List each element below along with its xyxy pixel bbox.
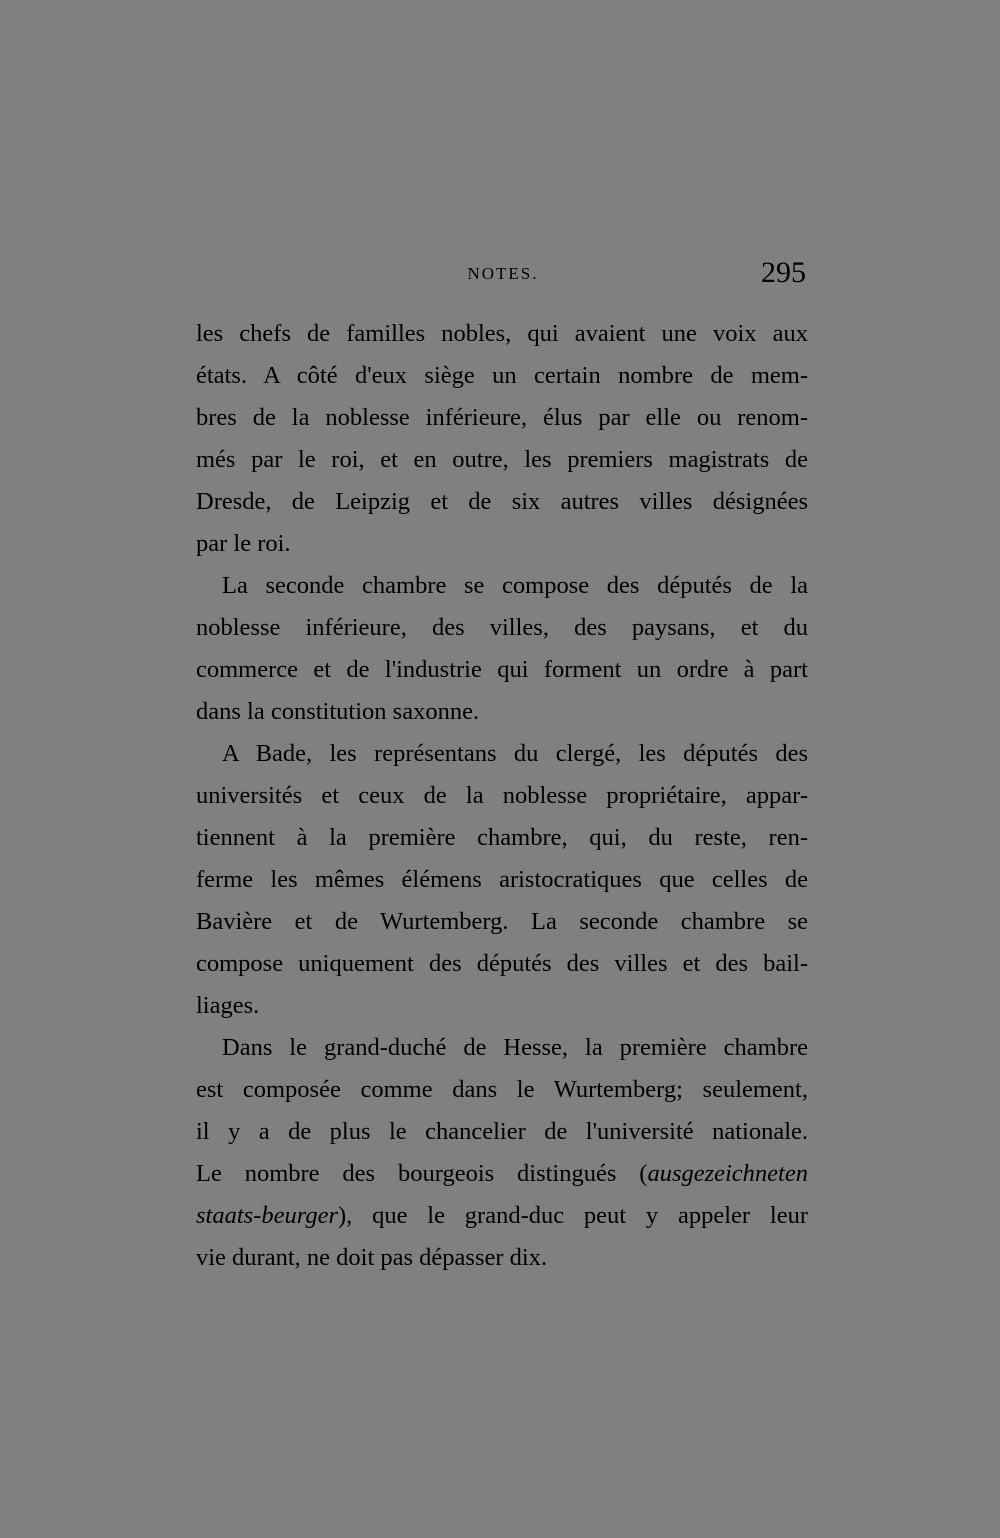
text-line: vie durant, ne doit pas dépasser dix. xyxy=(196,1244,548,1271)
text-fragment: Le nombre des bourgeois distingués ( xyxy=(196,1160,648,1187)
text-line-with-italic xyxy=(196,1153,808,1195)
text-line: liages. xyxy=(196,992,260,1019)
running-title: NOTES. xyxy=(467,264,539,283)
page-body xyxy=(196,313,808,1279)
text-line: bres de la noblesse inférieure, élus par elle ou renom- xyxy=(196,404,808,431)
text-line: commerce et de l'industrie qui forment un ordre à part xyxy=(196,656,808,683)
italic-term: staats-beurger xyxy=(196,1202,338,1229)
italic-term: ausgezeichneten xyxy=(647,1160,808,1187)
text-line: est composée comme dans le Wurtemberg; seulement, xyxy=(196,1076,808,1103)
text-line: ferme les mêmes élémens aristocratiques que celles de xyxy=(196,866,808,893)
paragraph-1 xyxy=(196,313,808,565)
text-line: Dans le grand-duché de Hesse, la première chambre xyxy=(222,1034,808,1061)
page-number: 295 xyxy=(761,256,806,289)
text-line-with-italic xyxy=(196,1195,808,1237)
paragraph-2 xyxy=(196,565,808,733)
text-line: La seconde chambre se compose des députés de la xyxy=(222,572,808,599)
text-line: compose uniquement des députés des villes et des bail- xyxy=(196,950,808,977)
text-line: més par le roi, et en outre, les premiers magistrats de xyxy=(196,446,808,473)
paragraph-3 xyxy=(196,733,808,1027)
text-line: A Bade, les représentans du clergé, les députés des xyxy=(222,740,808,767)
text-line: Dresde, de Leipzig et de six autres villes désignées xyxy=(196,488,808,515)
text-fragment: ), que le grand-duc peut y appeler leur xyxy=(338,1202,808,1229)
text-line: les chefs de familles nobles, qui avaient une voix aux xyxy=(196,320,808,347)
text-line: tiennent à la première chambre, qui, du reste, ren- xyxy=(196,824,808,851)
running-head xyxy=(196,256,810,296)
text-line: universités et ceux de la noblesse propriétaire, appar- xyxy=(196,782,808,809)
text-line: noblesse inférieure, des villes, des paysans, et du xyxy=(196,614,808,641)
text-line: Bavière et de Wurtemberg. La seconde chambre se xyxy=(196,908,808,935)
text-line: il y a de plus le chancelier de l'université nationale. xyxy=(196,1118,808,1145)
text-line: par le roi. xyxy=(196,530,291,557)
text-line: dans la constitution saxonne. xyxy=(196,698,480,725)
paragraph-4 xyxy=(196,1027,808,1279)
text-line: états. A côté d'eux siège un certain nombre de mem- xyxy=(196,362,808,389)
